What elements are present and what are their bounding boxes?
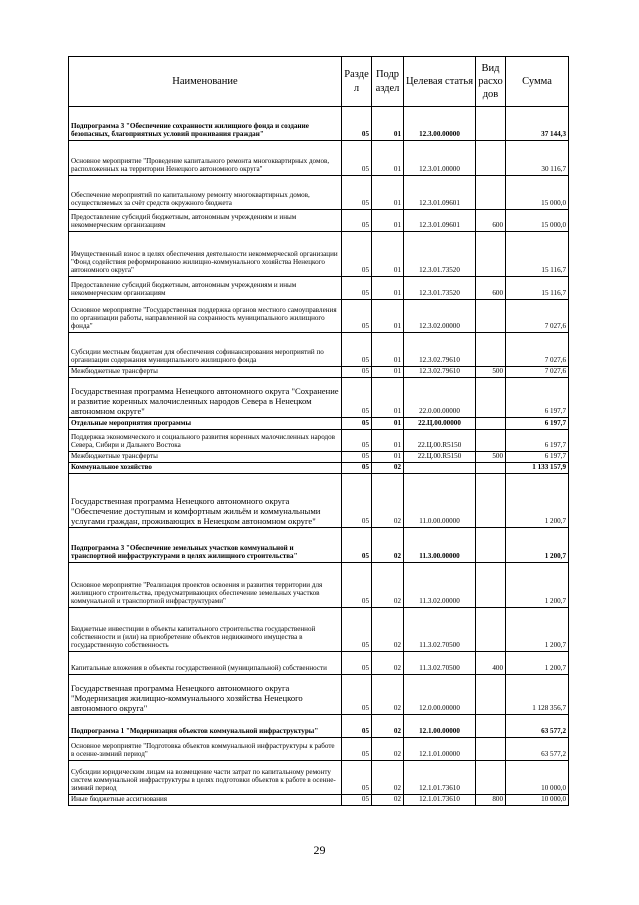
row-vid (476, 418, 506, 430)
row-podrazdel: 01 (372, 418, 404, 430)
row-target: 12.3.01.09601 (404, 176, 476, 210)
table-row (69, 563, 569, 608)
row-podrazdel: 02 (372, 738, 404, 761)
row-sum: 10 000,0 (506, 795, 569, 806)
row-name: Подпрограмма 3 "Обеспечение земельных участков коммунальной и транспортной инфраструктурами в целях жилищного строительства" (69, 528, 342, 563)
row-sum: 7 027,6 (506, 300, 569, 333)
budget-table (68, 56, 569, 806)
row-podrazdel: 02 (372, 474, 404, 528)
row-target: 12.3.02.79610 (404, 333, 476, 367)
row-name: Иные бюджетные ассигнования (69, 795, 342, 806)
row-sum: 6 197,7 (506, 430, 569, 452)
row-vid: 400 (476, 652, 506, 675)
row-razdel: 05 (342, 608, 372, 652)
row-podrazdel: 01 (372, 232, 404, 277)
table-row (69, 652, 569, 675)
table-row (69, 608, 569, 652)
row-podrazdel: 02 (372, 563, 404, 608)
row-razdel: 05 (342, 107, 372, 141)
row-target (404, 463, 476, 474)
row-vid (476, 430, 506, 452)
row-name: Имущественный взнос в целях обеспечения деятельности некоммерческой организации "Фонд содействия реформированию жилищно-коммунального хозяйства Ненецкого автономного округа" (69, 232, 342, 277)
row-name: Подпрограмма 1 "Модернизация объектов коммунальной инфраструктуры" (69, 715, 342, 738)
row-target: 12.3.01.00000 (404, 141, 476, 176)
row-razdel: 05 (342, 430, 372, 452)
row-podrazdel: 02 (372, 463, 404, 474)
row-sum: 1 128 356,7 (506, 675, 569, 715)
table-header-row (69, 57, 569, 107)
row-vid: 500 (476, 452, 506, 463)
row-sum: 1 200,7 (506, 563, 569, 608)
table-row (69, 277, 569, 300)
row-vid: 600 (476, 277, 506, 300)
row-vid (476, 176, 506, 210)
table-row (69, 715, 569, 738)
row-podrazdel: 02 (372, 675, 404, 715)
row-razdel: 05 (342, 761, 372, 795)
row-razdel: 05 (342, 210, 372, 232)
table-row (69, 333, 569, 367)
row-target: 12.1.00.00000 (404, 715, 476, 738)
row-vid (476, 474, 506, 528)
row-razdel: 05 (342, 367, 372, 378)
row-name: Коммунальное хозяйство (69, 463, 342, 474)
row-razdel: 05 (342, 300, 372, 333)
row-podrazdel: 01 (372, 107, 404, 141)
row-razdel: 05 (342, 418, 372, 430)
row-podrazdel: 02 (372, 652, 404, 675)
row-vid (476, 608, 506, 652)
row-name: Субсидии юридическим лицам на возмещение части затрат по капитальному ремонту систем коммунальной инфраструктуры в целях подготовки объектов к работе в осенне-зимний период (69, 761, 342, 795)
page-number: 29 (313, 843, 326, 857)
table-row (69, 528, 569, 563)
row-razdel: 05 (342, 463, 372, 474)
row-name: Основное мероприятие "Подготовка объектов коммунальной инфраструктуры к работе в осенне-зимний период" (69, 738, 342, 761)
row-target: 22.Ц.00.R5150 (404, 452, 476, 463)
table-row (69, 210, 569, 232)
row-vid (476, 675, 506, 715)
row-name: Основное мероприятие "Государственная поддержка органов местного самоуправления по организации работы, направленной на сохранность муниципального жилищного фонда" (69, 300, 342, 333)
row-vid: 500 (476, 367, 506, 378)
row-sum: 30 116,7 (506, 141, 569, 176)
table-row (69, 675, 569, 715)
row-podrazdel: 01 (372, 210, 404, 232)
row-podrazdel: 02 (372, 715, 404, 738)
row-target: 12.3.00.00000 (404, 107, 476, 141)
row-sum: 6 197,7 (506, 378, 569, 418)
table-row (69, 300, 569, 333)
row-podrazdel: 01 (372, 452, 404, 463)
table-row (69, 418, 569, 430)
row-vid: 600 (476, 210, 506, 232)
row-podrazdel: 01 (372, 430, 404, 452)
table-row (69, 232, 569, 277)
row-target: 12.3.01.73520 (404, 277, 476, 300)
row-target: 12.3.02.00000 (404, 300, 476, 333)
row-sum: 15 116,7 (506, 232, 569, 277)
row-sum: 6 197,7 (506, 418, 569, 430)
row-vid (476, 463, 506, 474)
row-razdel: 05 (342, 141, 372, 176)
row-vid (476, 300, 506, 333)
table-row (69, 367, 569, 378)
row-razdel: 05 (342, 715, 372, 738)
header-name: Наименование (69, 57, 342, 107)
row-target: 22.Ц.00.00000 (404, 418, 476, 430)
row-target: 12.3.01.09601 (404, 210, 476, 232)
row-sum: 7 027,6 (506, 367, 569, 378)
table-row (69, 141, 569, 176)
row-podrazdel: 01 (372, 176, 404, 210)
table-row (69, 474, 569, 528)
row-target: 22.0.00.00000 (404, 378, 476, 418)
row-podrazdel: 01 (372, 277, 404, 300)
row-name: Предоставление субсидий бюджетным, автономным учреждениям и иным некоммерческим организациям (69, 210, 342, 232)
row-name: Основное мероприятие "Реализация проектов освоения и развития территории для жилищного строительства, предусматривающих обеспечение земельных участков коммунальной и транспортной инфраструктурами" (69, 563, 342, 608)
row-razdel: 05 (342, 738, 372, 761)
row-vid (476, 738, 506, 761)
row-sum: 37 144,3 (506, 107, 569, 141)
row-target: 11.0.00.00000 (404, 474, 476, 528)
row-name: Государственная программа Ненецкого автономного округа "Модернизация жилищно-коммунального хозяйства Ненецкого автономного округа" (69, 675, 342, 715)
table-row (69, 761, 569, 795)
row-target: 12.1.01.73610 (404, 795, 476, 806)
row-target: 11.3.00.00000 (404, 528, 476, 563)
row-vid (476, 378, 506, 418)
row-vid (476, 528, 506, 563)
row-sum: 1 200,7 (506, 528, 569, 563)
row-podrazdel: 01 (372, 300, 404, 333)
row-target: 11.3.02.70500 (404, 652, 476, 675)
row-name: Межбюджетные трансферты (69, 452, 342, 463)
row-podrazdel: 02 (372, 608, 404, 652)
row-razdel: 05 (342, 563, 372, 608)
row-vid (476, 141, 506, 176)
row-name: Предоставление субсидий бюджетным, автономным учреждениям и иным некоммерческим организациям (69, 277, 342, 300)
row-sum: 1 200,7 (506, 652, 569, 675)
row-target: 12.3.02.79610 (404, 367, 476, 378)
row-name: Отдельные мероприятия программы (69, 418, 342, 430)
row-razdel: 05 (342, 528, 372, 563)
table-row (69, 176, 569, 210)
table-row (69, 738, 569, 761)
row-name: Субсидии местным бюджетам для обеспечения софинансирования мероприятий по организации содержания муниципального жилищного фонда (69, 333, 342, 367)
row-razdel: 05 (342, 176, 372, 210)
row-name: Бюджетные инвестиции в объекты капитального строительства государственной собственности и (или) на приобретение объектов недвижимого имущества в государственную собственность (69, 608, 342, 652)
table-row (69, 430, 569, 452)
table-row (69, 463, 569, 474)
row-sum: 15 116,7 (506, 277, 569, 300)
row-name: Капитальные вложения в объекты государственной (муниципальной) собственности (69, 652, 342, 675)
row-podrazdel: 01 (372, 367, 404, 378)
header-razdel: Разде л (342, 57, 372, 107)
row-vid (476, 715, 506, 738)
row-razdel: 05 (342, 675, 372, 715)
row-sum: 15 000,0 (506, 210, 569, 232)
table-row (69, 378, 569, 418)
row-podrazdel: 01 (372, 333, 404, 367)
row-podrazdel: 02 (372, 761, 404, 795)
row-name: Подпрограмма 3 "Обеспечение сохранности жилищного фонда и создание безопасных, благоприятных условий проживания граждан" (69, 107, 342, 141)
row-podrazdel: 02 (372, 528, 404, 563)
row-target: 12.0.00.00000 (404, 675, 476, 715)
row-sum: 15 000,0 (506, 176, 569, 210)
row-razdel: 05 (342, 795, 372, 806)
row-sum: 6 197,7 (506, 452, 569, 463)
row-razdel: 05 (342, 277, 372, 300)
row-razdel: 05 (342, 652, 372, 675)
row-target: 11.3.02.70500 (404, 608, 476, 652)
row-vid (476, 563, 506, 608)
row-sum: 1 133 157,9 (506, 463, 569, 474)
row-razdel: 05 (342, 474, 372, 528)
row-name: Государственная программа Ненецкого автономного округа "Сохранение и развитие коренных малочисленных народов Севера в Ненецком автономном округе" (69, 378, 342, 418)
table-row (69, 107, 569, 141)
header-sum: Сумма (506, 57, 569, 107)
row-name: Основное мероприятие "Проведение капитального ремонта многоквартирных домов, расположенных на территории Ненецкого автономного округа" (69, 141, 342, 176)
row-target: 22.Ц.00.R5150 (404, 430, 476, 452)
row-podrazdel: 01 (372, 378, 404, 418)
row-vid: 800 (476, 795, 506, 806)
row-vid (476, 333, 506, 367)
row-podrazdel: 02 (372, 795, 404, 806)
row-razdel: 05 (342, 232, 372, 277)
row-razdel: 05 (342, 333, 372, 367)
table-row (69, 452, 569, 463)
header-podrazdel: Подр аздел (372, 57, 404, 107)
row-name: Государственная программа Ненецкого автономного округа "Обеспечение доступным и комфортным жильём и коммунальными услугами граждан, проживающих в Ненецком автономном округе" (69, 474, 342, 528)
row-name: Поддержка экономического и социального развития коренных малочисленных народов Севера, Сибири и Дальнего Востока (69, 430, 342, 452)
table-row (69, 795, 569, 806)
row-sum: 63 577,2 (506, 738, 569, 761)
row-razdel: 05 (342, 378, 372, 418)
row-sum: 1 200,7 (506, 608, 569, 652)
row-razdel: 05 (342, 452, 372, 463)
row-vid (476, 232, 506, 277)
header-vid: Вид расхо дов (476, 57, 506, 107)
row-target: 12.1.01.73610 (404, 761, 476, 795)
row-target: 12.1.01.00000 (404, 738, 476, 761)
row-target: 12.3.01.73520 (404, 232, 476, 277)
row-target: 11.3.02.00000 (404, 563, 476, 608)
row-sum: 10 000,0 (506, 761, 569, 795)
row-vid (476, 761, 506, 795)
row-sum: 7 027,6 (506, 333, 569, 367)
row-name: Обеспечение мероприятий по капитальному ремонту многоквартирных домов, осуществляемых за счёт средств окружного бюджета (69, 176, 342, 210)
header-target: Целевая статья (404, 57, 476, 107)
row-name: Межбюджетные трансферты (69, 367, 342, 378)
row-sum: 63 577,2 (506, 715, 569, 738)
row-podrazdel: 01 (372, 141, 404, 176)
row-sum: 1 200,7 (506, 474, 569, 528)
row-vid (476, 107, 506, 141)
